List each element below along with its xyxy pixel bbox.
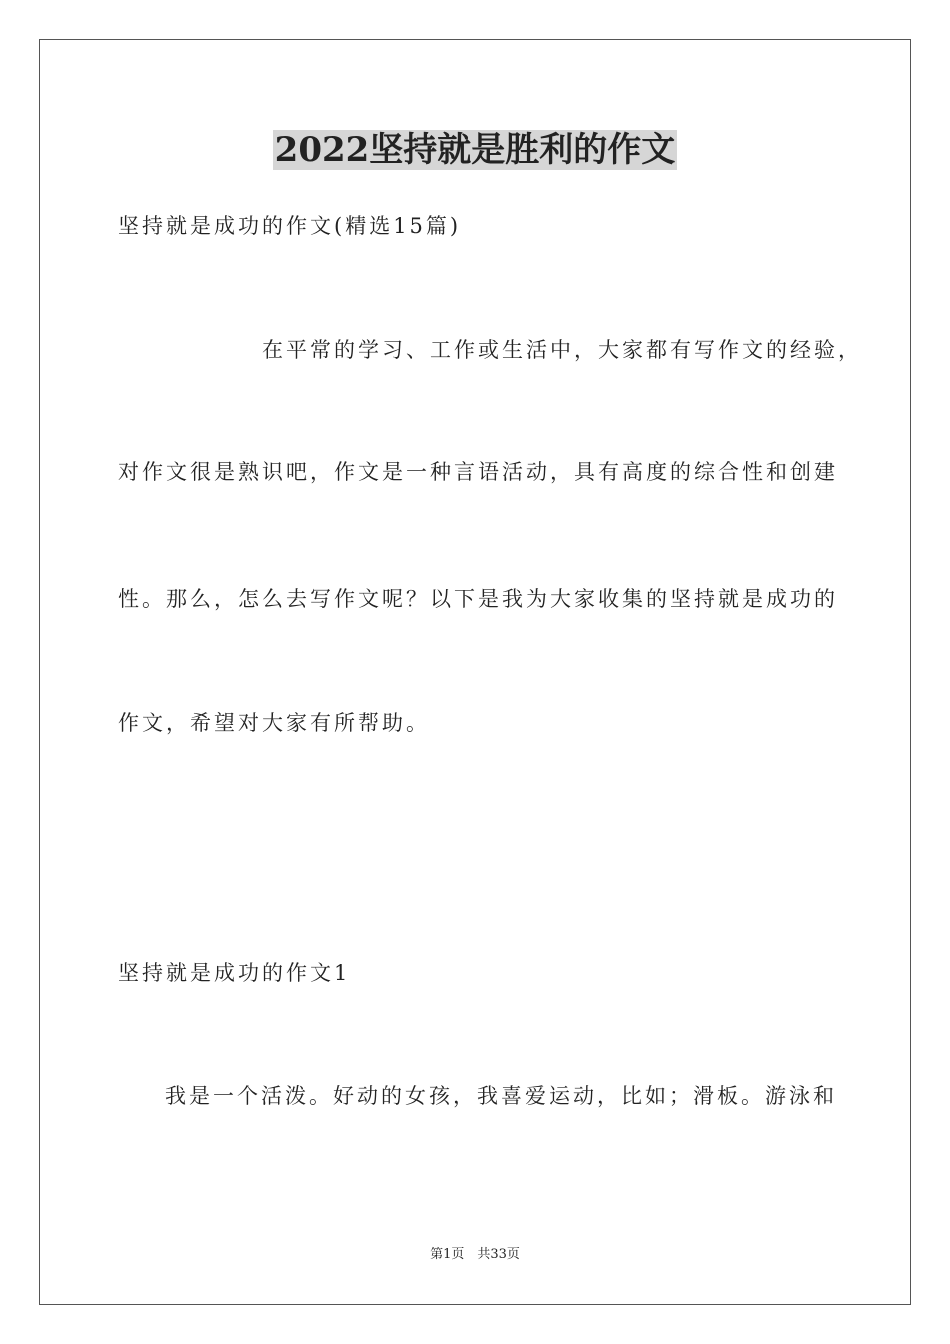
intro-line-3: 性。那么，怎么去写作文呢？以下是我为大家收集的坚持就是成功的 xyxy=(118,587,838,611)
page-number: 第1页 共33页 xyxy=(430,1247,520,1262)
section-heading: 坚持就是成功的作文1 xyxy=(118,961,351,985)
intro-line-1: 在平常的学习、工作或生活中，大家都有写作文的经验， xyxy=(262,338,862,362)
intro-line-4: 作文，希望对大家有所帮助。 xyxy=(118,711,430,735)
document-subtitle: 坚持就是成功的作文(精选15篇) xyxy=(118,214,462,238)
document-title: 2022坚持就是胜利的作文 xyxy=(274,130,676,170)
section-line-1: 我是一个活泼。好动的女孩，我喜爱运动，比如；滑板。游泳和 xyxy=(165,1084,837,1108)
intro-line-2: 对作文很是熟识吧，作文是一种言语活动，具有高度的综合性和创建 xyxy=(118,460,838,484)
